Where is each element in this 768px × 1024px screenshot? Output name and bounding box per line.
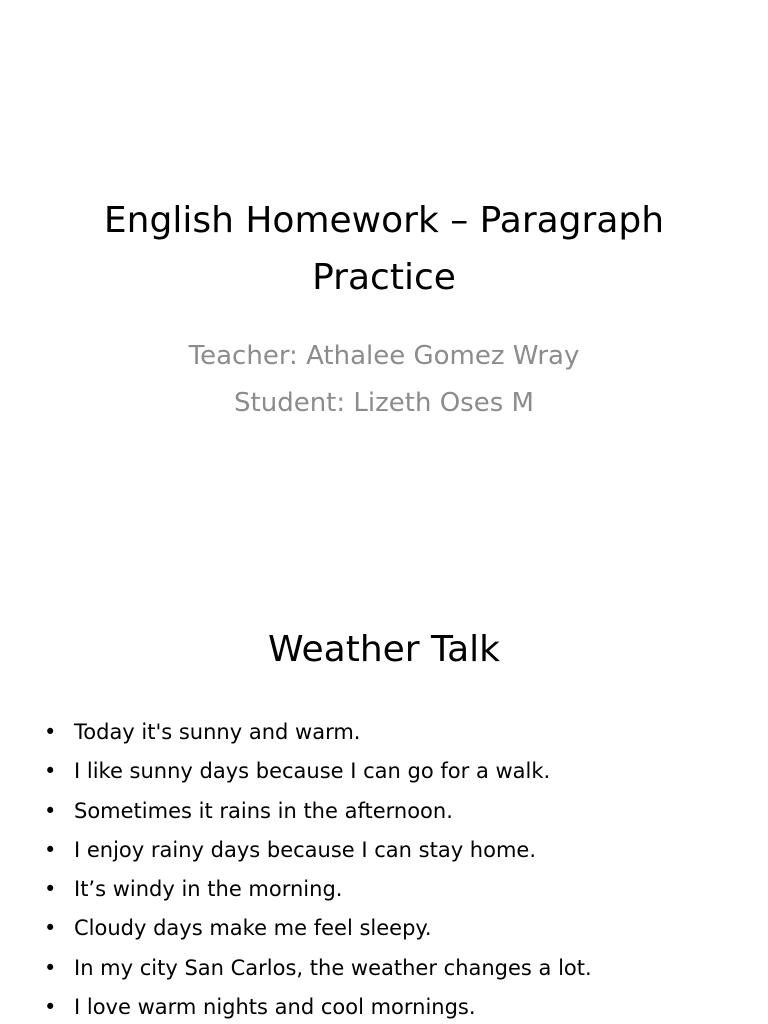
bullet-item (44, 988, 754, 1024)
teacher-line: Teacher: Athalee Gomez Wray (188, 341, 580, 371)
bullet-text: I love warm nights and cool mornings. (74, 995, 476, 1020)
bullet-list (44, 713, 754, 1024)
bullet-icon: • (44, 720, 57, 744)
bullet-icon: • (44, 877, 57, 902)
bullet-item (44, 909, 754, 948)
bullet-icon: • (44, 759, 57, 784)
bullet-icon: • (44, 955, 57, 980)
bullet-item (44, 870, 754, 909)
slide-subtitle (60, 333, 708, 427)
bullet-text: I like sunny days because I can go for a walk. (74, 759, 551, 784)
content-slide (0, 576, 768, 1024)
bullet-text: Sometimes it rains in the afternoon. (74, 798, 453, 823)
bullet-text: In my city San Carlos, the weather changes a lot. (74, 955, 592, 980)
bullet-text: I enjoy rainy days because I can stay home. (74, 837, 537, 862)
bullet-item (44, 752, 754, 791)
bullet-icon: • (44, 798, 57, 823)
bullet-text: Cloudy days make me feel sleepy. (74, 916, 432, 941)
bullet-item (44, 831, 754, 870)
slide-heading: Weather Talk (268, 629, 500, 670)
bullet-text: It’s windy in the morning. (74, 877, 343, 902)
bullet-item (44, 792, 754, 831)
bullet-text: Today it's sunny and warm. (74, 720, 361, 744)
bullet-item (44, 713, 754, 752)
bullet-item (44, 949, 754, 988)
bullet-icon: • (44, 995, 57, 1020)
bullet-icon: • (44, 837, 57, 862)
slide-title: English Homework – Paragraph Practice (103, 200, 665, 298)
student-line: Student: Lizeth Oses M (234, 388, 534, 418)
bullet-icon: • (44, 916, 57, 941)
